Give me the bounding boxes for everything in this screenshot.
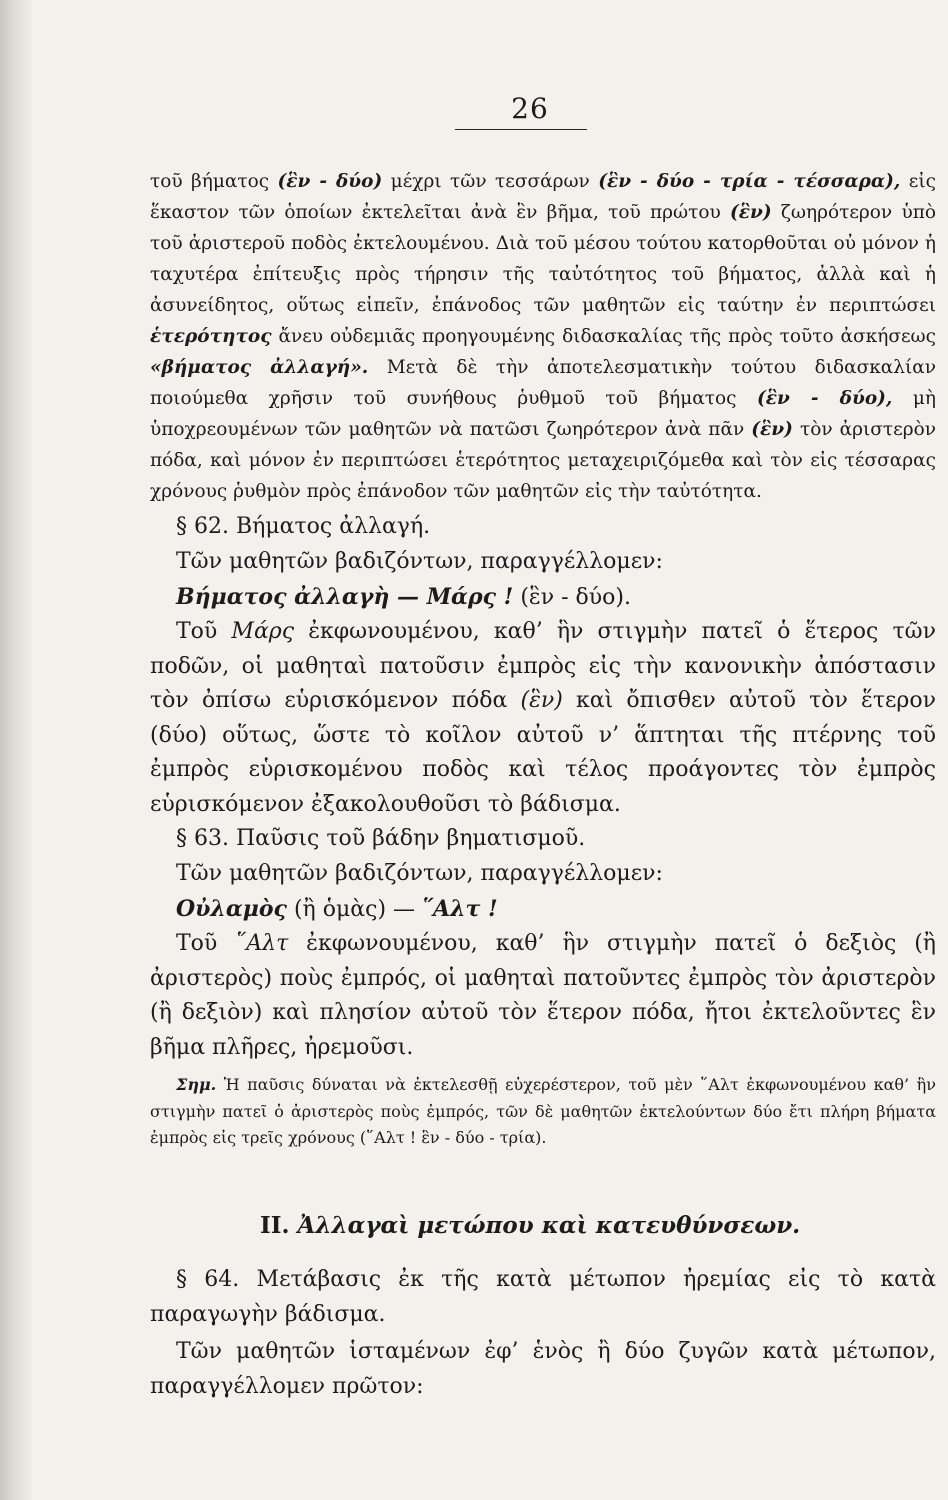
text: (ἓν - δύο). — [513, 585, 631, 610]
command-text: Οὐλαμὸς — [176, 896, 287, 922]
scan-gutter-shadow — [0, 0, 32, 1500]
emphasis: ἑτερότητος — [150, 326, 272, 347]
text: (ἢ ὁμὰς) — — [286, 897, 423, 922]
text: ἄνευ οὐδεμιᾶς προηγουμένης διδασκαλίας τῆς πρὸς τοῦτο ἀσκήσεως — [271, 326, 936, 347]
section-62-body — [150, 615, 936, 822]
section-63-command-intro: Τῶν μαθητῶν βαδιζόντων, παραγγέλλομεν: — [176, 861, 663, 886]
section-63-body — [150, 927, 936, 1065]
command-text: ῞Αλτ ! — [422, 896, 498, 922]
footnote — [150, 1072, 936, 1152]
heading-number: II. — [260, 1212, 290, 1239]
emphasis: (ἓν) — [751, 419, 793, 440]
note-label: Σημ. — [176, 1075, 217, 1094]
section-62-command — [150, 580, 936, 616]
header-rule — [455, 129, 587, 130]
section-63-command — [150, 892, 936, 928]
text: εἰς ἕκαστον τῶν ὁποίων ἐκτελεῖται ἀνὰ ἓν βῆμα, τοῦ πρώτου — [150, 171, 936, 223]
emphasis: (ἓν - δύο), — [757, 388, 893, 409]
emphasis: (ἓν - δύο) — [277, 171, 383, 192]
command-word: Μάρς — [231, 619, 295, 644]
emphasis: «βήματος ἀλλαγή». — [150, 357, 369, 378]
emphasis: (ἓν - δύο - τρία - τέσσαρα), — [598, 171, 901, 192]
emphasis: (ἓν) — [520, 688, 563, 713]
text: ζωηρότερον ὑπὸ τοῦ ἀριστεροῦ ποδὸς ἐκτελουμένου. Διὰ τοῦ μέσου τούτου κατορθοῦται οὐ μόνον ἡ ταχυτέρα ἐπίτευξις πρὸς τήρησιν τῆς ταὐτότητος τοῦ βήματος, ἀλλὰ καὶ ἡ ἀσυνείδητος, οὕτως εἰπεῖν, ἐπάνοδος τῶν μαθητῶν εἰς ταύτην ἐν περιπτώσει — [150, 202, 936, 316]
text: καὶ ὄπισθεν αὐτοῦ τὸν ἕτερον (δύο) οὕτως, ὥστε τὸ κοῖλον αὐτοῦ ν’ ἅπτηται τῆς πτέρνης τοῦ ἐμπρὸς εὑρισκομένου ποδὸς καὶ τέλος προάγοντες τὸν ἐμπρὸς εὑρισκόμενον ἐξακολουθοῦσι τὸ βάδισμα. — [150, 688, 936, 817]
heading-title: Ἀλλαγαὶ μετώπου καὶ κατευθύνσεων. — [289, 1212, 801, 1239]
section-64-title: § 64. Μετάβασις ἐκ τῆς κατὰ μέτωπον ἠρεμίας εἰς τὸ κατὰ παραγωγὴν βάδισμα. — [150, 1267, 936, 1327]
text: τοῦ βήματος — [150, 171, 278, 192]
page-number: 26 — [511, 92, 549, 125]
text: Τοῦ — [176, 931, 236, 956]
section-62-command-intro: Τῶν μαθητῶν βαδιζόντων, παραγγέλλομεν: — [176, 549, 663, 574]
section-63-title: § 63. Παῦσις τοῦ βάδην βηματισμοῦ. — [176, 826, 586, 851]
text: Τοῦ — [176, 619, 232, 644]
section-heading — [260, 1212, 800, 1239]
text: μέχρι τῶν τεσσάρων — [382, 171, 599, 192]
paragraph-intro — [150, 166, 936, 507]
section-62-title: § 62. Βήματος ἀλλαγή. — [176, 514, 431, 539]
text: τὸν ἀριστερὸν πόδα, καὶ μόνον ἐν περιπτώσει ἑτερότητος μεταχειριζόμεθα καὶ τὸν εἰς τέσσαρας χρόνους ῥυθμὸν πρὸς ἐπάνοδον τῶν μαθητῶν εἰς τὴν ταὐτότητα. — [150, 419, 936, 502]
text: ἐκφωνουμένου, καθ’ ἣν στιγμὴν πατεῖ ὁ δεξιὸς (ἢ ἀριστερὸς) ποὺς ἐμπρός, οἱ μαθηταὶ πατοῦντες ἐμπρὸς τὸν ἀριστερὸν (ἢ δεξιὸν) καὶ πλησίον αὐτοῦ τὸν ἕτερον πόδα, ἤτοι ἐκτελοῦντες ἓν βῆμα πλῆρες, ἠρεμοῦσι. — [150, 931, 936, 1060]
text: Μετὰ δὲ τὴν ἀποτελεσματικὴν τούτου διδασκαλίαν ποιούμεθα χρῆσιν τοῦ συνήθους ῥυθμοῦ τοῦ βήματος — [150, 357, 936, 409]
emphasis: (ἓν) — [730, 202, 772, 223]
command-word: ῞Αλτ — [235, 931, 289, 956]
command-text: Βήματος ἀλλαγὴ — Μάρς ! — [176, 584, 514, 610]
text: ἐκφωνουμένου, καθ’ ἣν στιγμὴν πατεῖ ὁ ἕτερος τῶν ποδῶν, οἱ μαθηταὶ πατοῦσιν ἐμπρὸς εἰς τὴν κανονικὴν ἀπόστασιν τὸν ὀπίσω εὑρισκόμενον πόδα — [150, 619, 936, 713]
section-64-body: Τῶν μαθητῶν ἱσταμένων ἐφ’ ἑνὸς ἢ δύο ζυγῶν κατὰ μέτωπον, παραγγέλλομεν πρῶτον: — [150, 1339, 936, 1399]
note-text: Ἡ παῦσις δύναται νὰ ἐκτελεσθῇ εὐχερέστερον, τοῦ μὲν ῞Αλτ ἐκφωνουμένου καθ’ ἣν στιγμὴν πατεῖ ὁ ἀριστερὸς ποὺς ἐμπρός, τῶν δὲ μαθητῶν ἐκτελούντων δύο ἔτι πλήρη βήματα ἐμπρὸς εἰς τρεῖς χρόνους (῞Αλτ ! ἓν - δύο - τρία). — [150, 1075, 936, 1147]
text: μὴ ὑποχρεουμένων τῶν μαθητῶν νὰ πατῶσι ζωηρότερον ἀνὰ πᾶν — [150, 388, 936, 440]
